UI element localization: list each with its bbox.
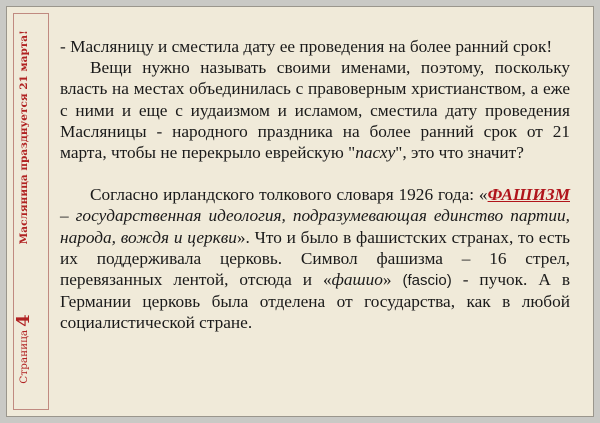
paragraph-3 [60,184,570,333]
fascio-close: » [382,270,403,290]
fascism-definition: – государственная идеология, подразумевающая единство партии, народа, вождя и церкви [60,206,570,247]
page-number: 4 [13,314,34,327]
fascio-word: фашио [331,270,383,290]
paragraph-2-end: ", это что значит? [395,143,524,163]
page-topic: Масляница празднуется 21 марта! [18,30,30,245]
paragraph-1-text: - Масляницу и сместила дату ее проведения на более ранний срок! [60,37,553,56]
paragraph-2-text: Вещи нужно называть своими именами, поэтому, поскольку власть на местах объединилась с правоверным христианством, а еже с ними и еще с иудаизмом и исламом, сместила дату проведения Масляницы - народного праздника на более ранний срок от 21 марта, чтобы не перекрыло еврейскую " [60,58,570,163]
paragraph-2 [60,57,570,163]
document-body [60,36,570,334]
paragraph-3-intro: Согласно ирландского толкового словаря 1926 года: « [90,185,488,205]
page-side-label [15,30,33,383]
fascism-term: ФАШИЗМ [487,185,570,205]
paragraph-1 [60,36,570,57]
paragraph-3-end: - пучок. А в Германии церковь была отделена от государства, как в любой социалистической стране. [60,270,570,333]
fascio-latin: (fascio) [402,272,452,290]
paragraph-2-italic: пасху [355,143,396,163]
paragraph-3-after: ». Что и было в фашистских странах, то есть их поддерживала церковь. Символ фашизма – 16 стрел, перевязанных лентой, отсюда и « [60,227,570,290]
page-label: Страница [18,329,30,384]
